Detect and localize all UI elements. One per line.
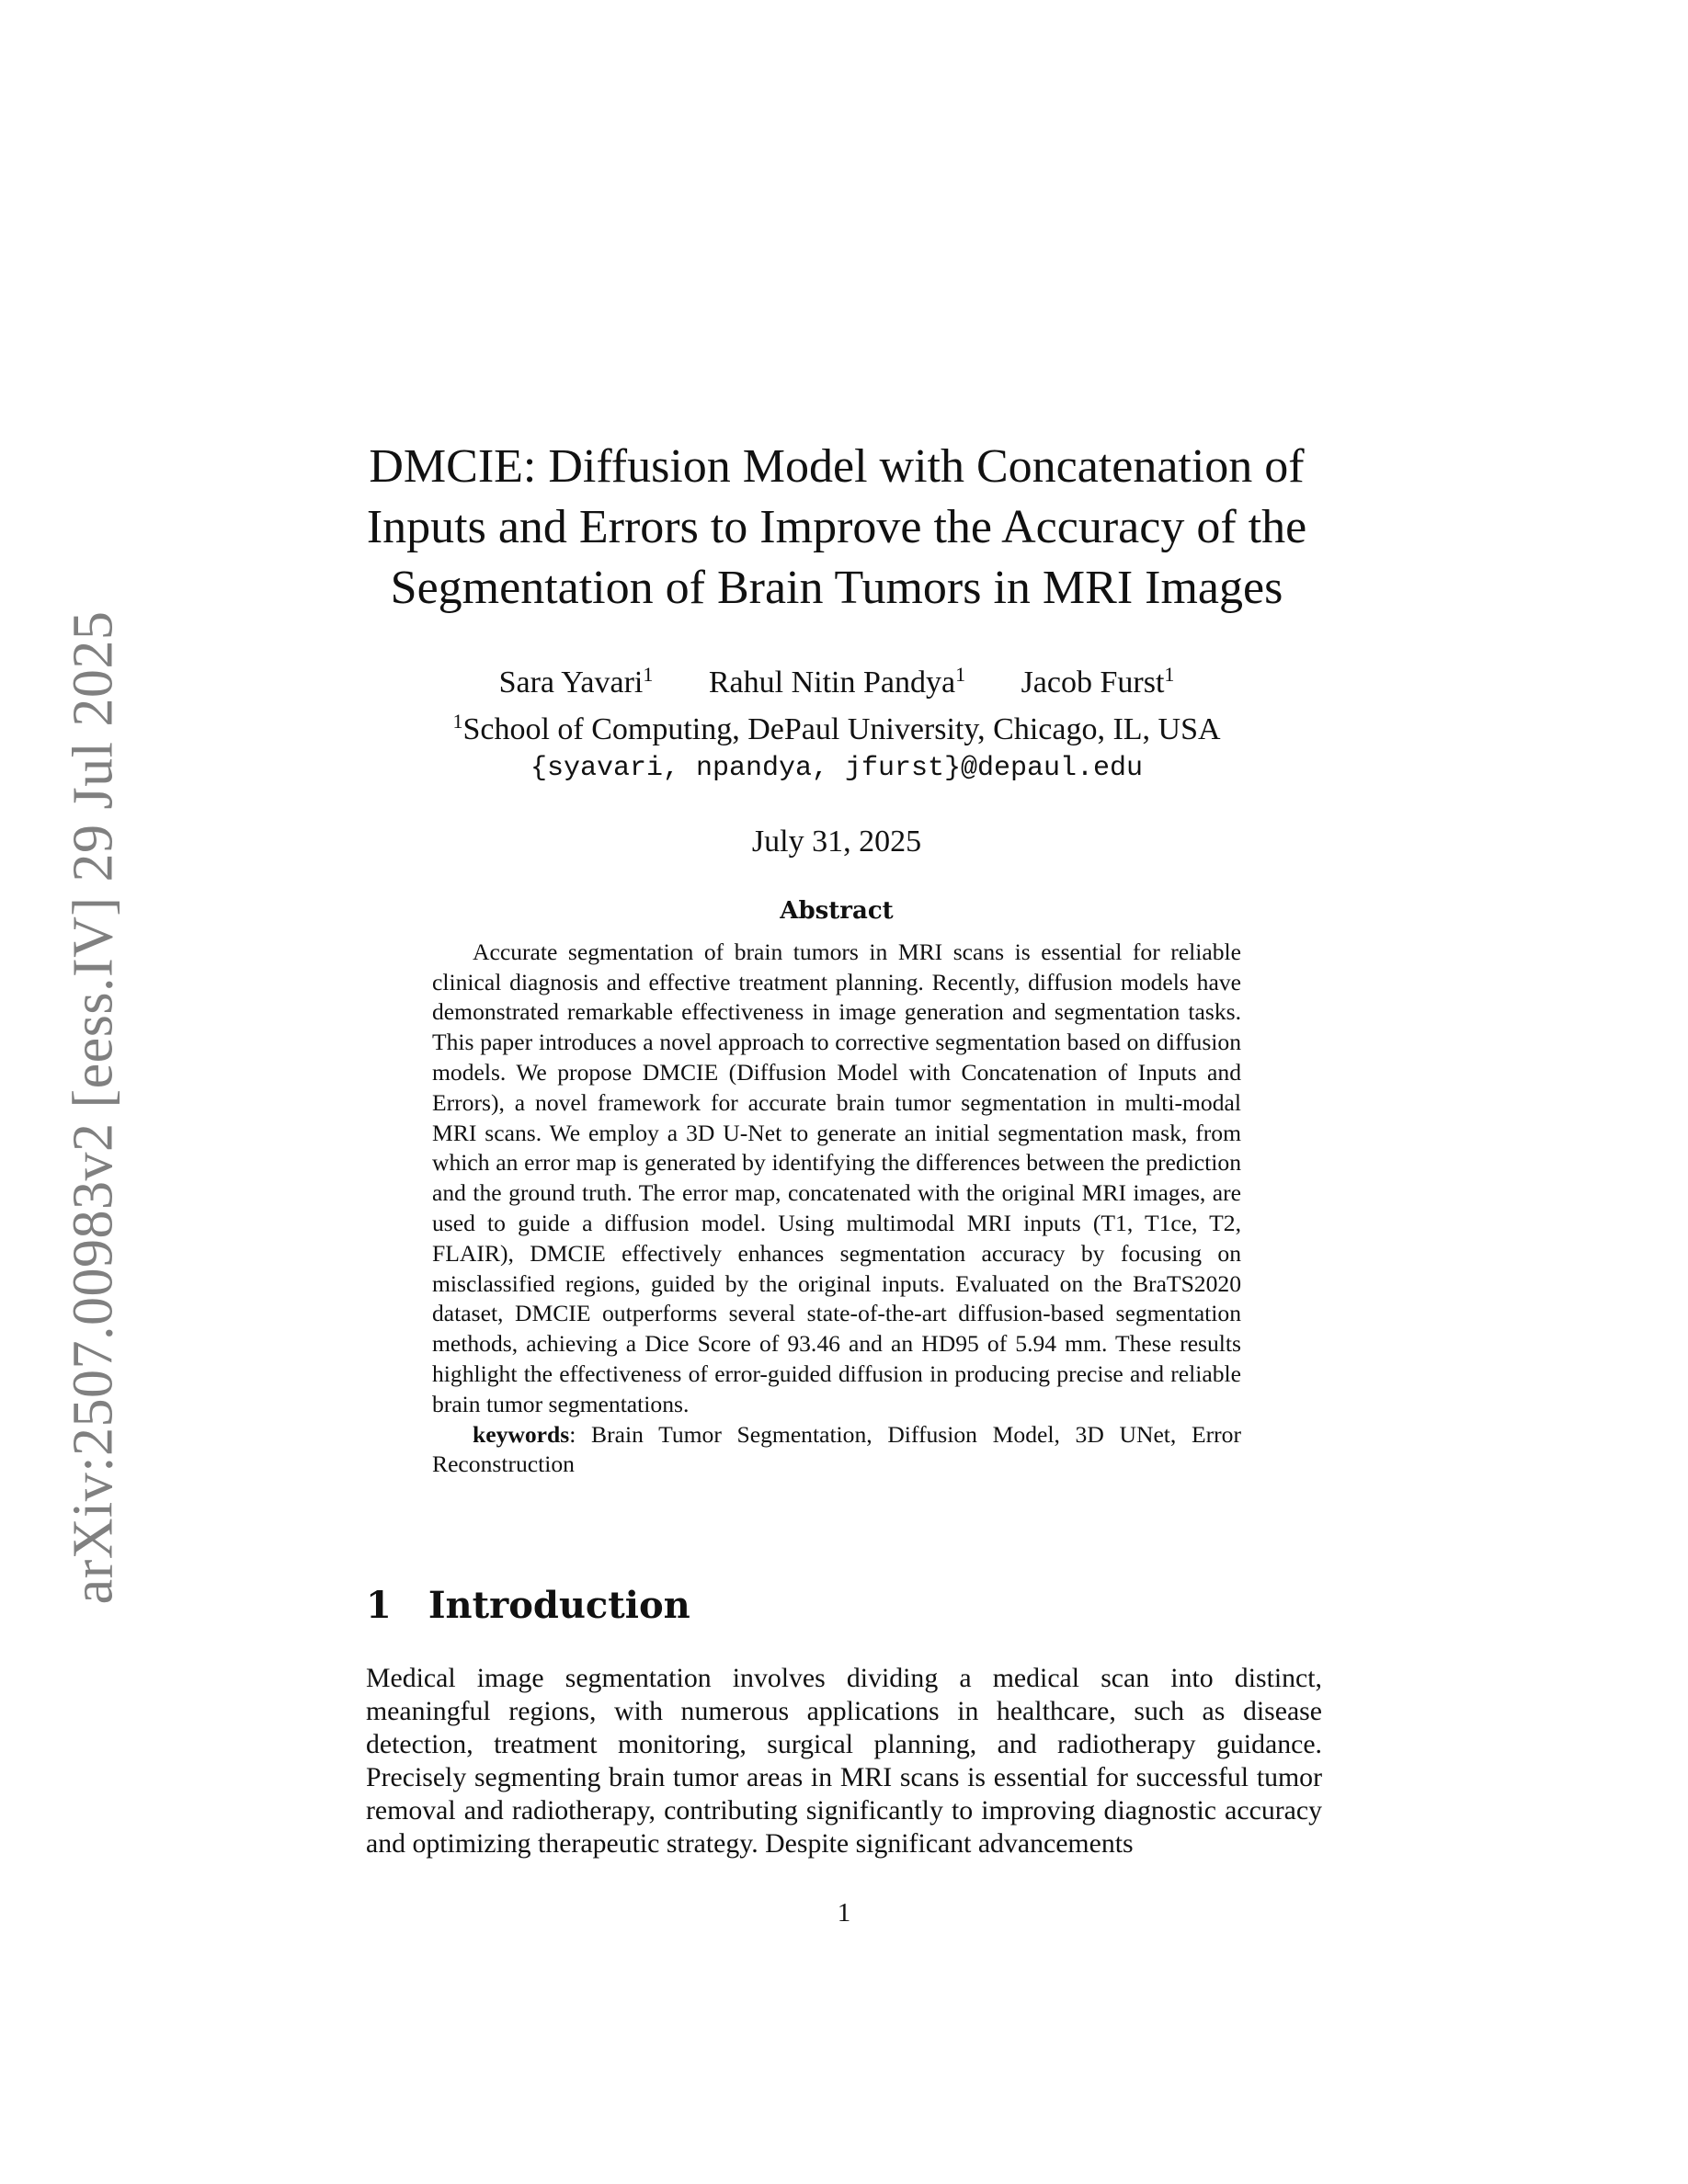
section-heading <box>366 1583 1322 1629</box>
keywords-label: keywords <box>473 1420 570 1448</box>
affiliation <box>331 702 1342 749</box>
abstract-body: Accurate segmentation of brain tumors in MRI scans is essential for reliable clinical diagnosis and effective treatment planning. Recently, diffusion models have demonstrated remarkable effectiveness in image generation and segmentation tasks. This paper introduces a novel approach to corrective segmentation based on diffusion models. We propose DMCIE (Diffusion Model with Concatenation of Inputs and Errors), a novel framework for accurate brain tumor segmentation in multi-modal MRI scans. We employ a 3D U-Net to generate an initial segmentation mask, from which an error map is generated by identifying the differences between the prediction and the ground truth. The error map, concatenated with the original MRI images, are used to guide a diffusion model. Using multimodal MRI inputs (T1, T1ce, T2, FLAIR), DMCIE effectively enhances segmentation accuracy by focusing on misclassified regions, guided by the original inputs. Evaluated on the BraTS2020 dataset, DMCIE outperforms several state-of-the-art diffusion-based segmentation methods, achieving a Dice Score of 93.46 and an HD95 of 5.94 mm. These results highlight the effectiveness of error-guided diffusion in producing precise and reliable brain tumor segmentations. <box>432 938 1241 1417</box>
author <box>709 665 965 700</box>
page-number: 1 <box>837 1898 851 1928</box>
affiliation-mark: 1 <box>452 710 463 733</box>
author <box>499 665 654 700</box>
abstract <box>432 896 1241 1480</box>
affiliation-text: School of Computing, DePaul University, Chicago, IL, USA <box>462 712 1221 746</box>
title-line: DMCIE: Diffusion Model with Concatenation of <box>369 440 1305 493</box>
title-line: Inputs and Errors to Improve the Accuracy of the <box>366 501 1307 553</box>
publication-date: July 31, 2025 <box>751 825 922 859</box>
affiliation-mark: 1 <box>643 663 654 686</box>
title-block <box>331 437 1342 861</box>
keywords <box>432 1420 1241 1481</box>
abstract-heading: Abstract <box>780 897 894 925</box>
affiliation-mark: 1 <box>955 663 966 686</box>
keywords-text: : Brain Tumor Segmentation, Diffusion Model, 3D UNet, Error Reconstruction <box>432 1420 1241 1478</box>
author-emails: {syavari, npandya, jfurst}@depaul.edu <box>530 753 1144 784</box>
author-name: Rahul Nitin Pandya <box>708 665 956 700</box>
section-title: Introduction <box>428 1584 690 1627</box>
arxiv-identifier-stamp: arXiv:2507.00983v2 [eess.IV] 29 Jul 2025 <box>62 610 125 1605</box>
author-name: Sara Yavari <box>498 665 644 700</box>
section-paragraph: Medical image segmentation involves dividing a medical scan into distinct, meaningful regions, with numerous applications in healthcare, such as disease detection, treatment monitoring, surgical planning, and radiotherapy guidance. Precisely segmenting brain tumor areas in MRI scans is essential for successful tumor removal and radiotherapy, contributing significantly to improving diagnostic accuracy and optimizing therapeutic strategy. Despite significant advancements <box>366 1663 1322 1859</box>
section-number: 1 <box>366 1584 392 1627</box>
paper-title <box>331 437 1342 619</box>
affiliation-mark: 1 <box>1164 663 1175 686</box>
author-list <box>331 655 1342 702</box>
title-line: Segmentation of Brain Tumors in MRI Images <box>390 562 1283 614</box>
author-name: Jacob Furst <box>1021 665 1165 700</box>
introduction-section <box>366 1583 1322 1860</box>
author <box>1021 665 1175 700</box>
